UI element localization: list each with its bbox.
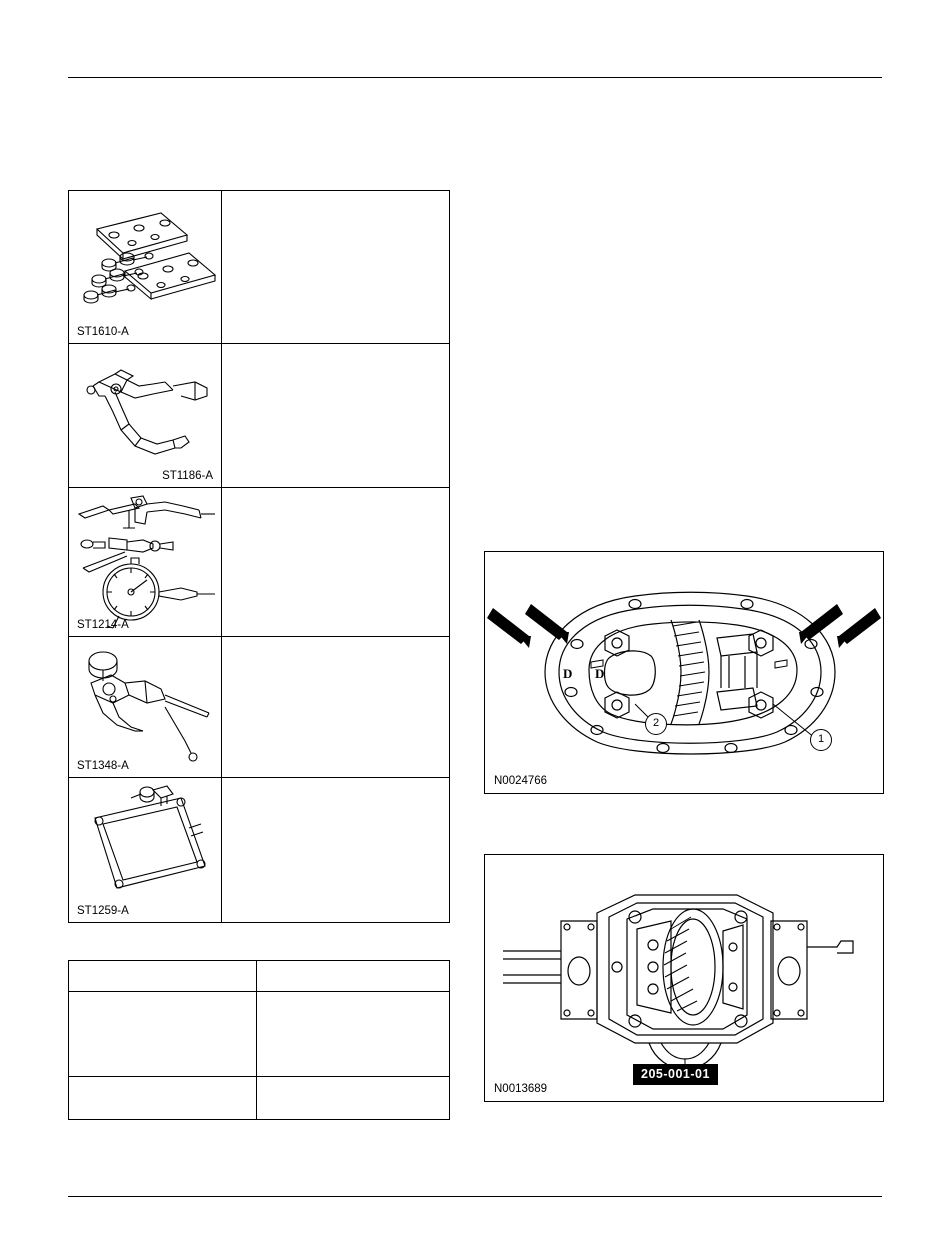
tool-image-cell (69, 488, 222, 637)
figure-id: N0013689 (494, 1083, 548, 1095)
tool-code: ST1610-A (77, 326, 129, 338)
table-row (69, 992, 450, 1077)
figure-differential-assembly (484, 854, 884, 1102)
svg-text:D: D (595, 666, 605, 681)
materials-table (68, 960, 450, 1120)
materials-cell-name (69, 1077, 257, 1120)
table-row (69, 1077, 450, 1120)
tool-illustration-st1259 (69, 778, 221, 922)
tool-image-cell (69, 778, 222, 923)
table-row (69, 637, 450, 778)
materials-cell-name (69, 992, 257, 1077)
callout-2: 2 (645, 713, 667, 735)
tool-code: ST1259-A (77, 905, 129, 917)
tool-illustration-st1214 (69, 488, 221, 636)
tool-description-cell (222, 344, 450, 488)
figure-axle-housing-cover (484, 551, 884, 794)
special-tools-table (68, 190, 450, 923)
arrow-markers (487, 604, 881, 648)
materials-cell-spec (256, 992, 449, 1077)
tool-description-cell (222, 637, 450, 778)
tool-description-cell (222, 778, 450, 923)
tool-illustration-st1348 (69, 637, 221, 777)
tool-image-cell (69, 637, 222, 778)
table-header-row (69, 961, 450, 992)
tool-code: ST1186-A (162, 470, 213, 482)
tool-image-cell (69, 344, 222, 488)
tool-code: ST1214-A (77, 619, 129, 631)
tool-description-cell (222, 488, 450, 637)
figure-1-artwork (485, 552, 883, 793)
table-row (69, 778, 450, 923)
tool-illustration-st1610 (69, 191, 221, 343)
part-number-tag: 205-001-01 (633, 1064, 718, 1085)
tool-code: ST1348-A (77, 760, 129, 772)
tool-description-cell (222, 191, 450, 344)
tool-illustration-st1186 (69, 344, 221, 487)
materials-cell-spec (256, 1077, 449, 1120)
footer-rule (68, 1196, 882, 1197)
header-rule (68, 77, 882, 78)
materials-header-name (69, 961, 257, 992)
svg-text:D: D (563, 666, 573, 681)
tool-image-cell (69, 191, 222, 344)
callout-1: 1 (810, 729, 832, 751)
materials-header-spec (256, 961, 449, 992)
figure-id: N0024766 (494, 775, 548, 787)
table-row (69, 191, 450, 344)
table-row (69, 344, 450, 488)
table-row (69, 488, 450, 637)
